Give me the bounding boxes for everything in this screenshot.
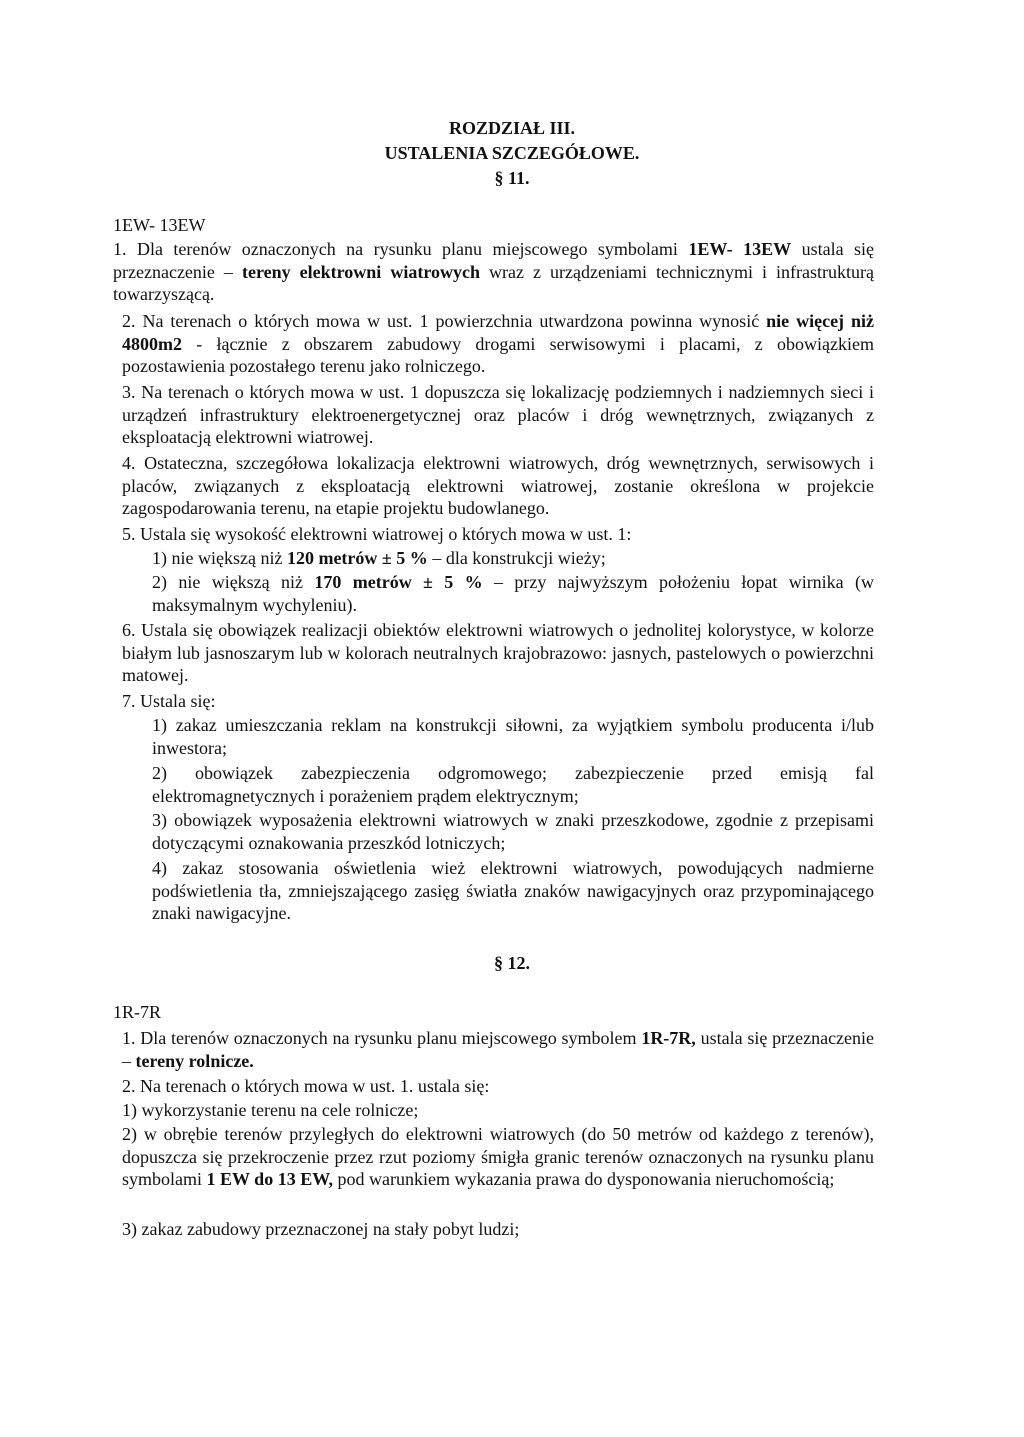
s12-item-1: 1) wykorzystanie terenu na cele rolnicze; bbox=[122, 1100, 419, 1120]
s12-item-3: 3) zakaz zabudowy przeznaczonej na stały pobyt ludzi; bbox=[122, 1219, 520, 1239]
s12-paragraph-2: 2. Na terenach o których mowa w ust. 1. ustala się: bbox=[122, 1076, 490, 1096]
chapter-title: USTALENIA SZCZEGÓŁOWE. bbox=[384, 143, 640, 163]
symbol-r: 1R-7R bbox=[113, 1002, 162, 1022]
s11-paragraph-7: 7. Ustala się: bbox=[122, 691, 216, 711]
s11-item-5-1: 1) nie większą niż 120 metrów ± 5 % – dla konstrukcji wieży; bbox=[152, 548, 606, 568]
s11-item-7-1: 1) zakaz umieszczania reklam na konstrukcji siłowni, za wyjątkiem symbolu producenta i/lub inwestora; bbox=[152, 715, 874, 758]
chapter-heading: ROZDZIAŁ III. bbox=[448, 118, 576, 138]
s11-paragraph-3: 3. Na terenach o których mowa w ust. 1 dopuszcza się lokalizację podziemnych i nadziemnych sieci i urządzeń infrastruktury elektroenergetycznej oraz placów i dróg wewnętrznych, związanych z eksploatacją elektrowni wiatrowej. bbox=[122, 382, 874, 448]
s11-paragraph-6: 6. Ustala się obowiązek realizacji obiektów elektrowni wiatrowych o jednolitej kolorystyce, w kolorze białym lub jasnoszarym lub w kolorach neutralnych krajobrazowo: jasnych, pastelowych o powierzchni matowej. bbox=[122, 620, 874, 686]
section-12-heading: § 12. bbox=[494, 953, 530, 973]
s11-paragraph-4: 4. Ostateczna, szczegółowa lokalizacja elektrowni wiatrowych, dróg wewnętrznych, serwisowych i placów, związanych z eksploatacją elektrowni wiatrowej, zostanie określona w projekcie zagospodarowania terenu, na etapie projektu budowlanego. bbox=[122, 453, 874, 519]
s11-item-7-3: 3) obowiązek wyposażenia elektrowni wiatrowych w znaki przeszkodowe, zgodnie z przepisami dotyczącymi oznakowania przeszkód lotniczych; bbox=[152, 810, 874, 853]
section-11-heading: § 11. bbox=[494, 168, 530, 188]
s12-item-2: 2) w obrębie terenów przyległych do elektrowni wiatrowych (do 50 metrów od każdego z terenów), dopuszcza się przekroczenie przez rzut poziomy śmigła granic terenów oznaczonych na rysunku planu symbolami 1 EW do 13 EW, pod warunkiem wykazania prawa do dysponowania nieruchomością; bbox=[122, 1124, 874, 1190]
s11-paragraph-1: 1. Dla terenów oznaczonych na rysunku planu miejscowego symbolami 1EW- 13EW ustala się przeznaczenie – tereny elektrowni wiatrowych wraz z urządzeniami technicznymi i infrastrukturą towarzyszącą. bbox=[113, 239, 875, 305]
s11-paragraph-2: 2. Na terenach o których mowa w ust. 1 powierzchnia utwardzona powinna wynosić nie więcej niż 4800m2 - łącznie z obszarem zabudowy drogami serwisowymi i placami, z obowiązkiem pozostawienia pozostałego terenu jako rolniczego. bbox=[122, 311, 874, 377]
s11-item-7-4: 4) zakaz stosowania oświetlenia wież elektrowni wiatrowych, powodujących nadmierne podświetlenia tła, zmniejszającego zasięg światła znaków nawigacyjnych oraz przypominającego znaki nawigacyjne. bbox=[152, 858, 874, 924]
s12-paragraph-1: 1. Dla terenów oznaczonych na rysunku planu miejscowego symbolem 1R-7R, ustala się przeznaczenie – tereny rolnicze. bbox=[122, 1028, 875, 1071]
s11-item-5-2: 2) nie większą niż 170 metrów ± 5 % – przy najwyższym położeniu łopat wirnika (w maksymalnym wychyleniu). bbox=[152, 572, 875, 615]
symbol-ew: 1EW- 13EW bbox=[113, 215, 206, 235]
s11-item-7-2: 2) obowiązek zabezpieczenia odgromowego; zabezpieczenie przed emisją fal elektromagnetycznych i porażeniem prądem elektrycznym; bbox=[152, 763, 874, 806]
s11-paragraph-5: 5. Ustala się wysokość elektrowni wiatrowej o których mowa w ust. 1: bbox=[122, 524, 632, 544]
